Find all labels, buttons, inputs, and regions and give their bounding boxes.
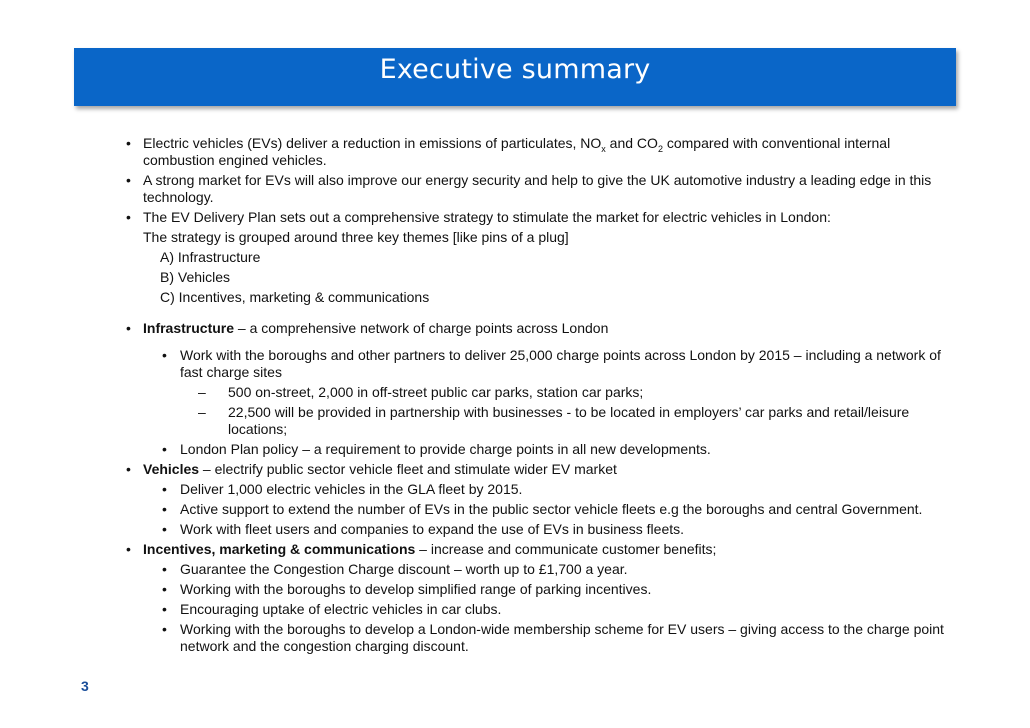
summary-content [110,135,950,655]
list-item: • Guarantee the Congestion Charge discount – worth up to £1,700 a year. [162,561,628,577]
strategy-line: The strategy is grouped around three key themes [like pins of a plug] [143,229,569,245]
section-infrastructure [110,320,950,337]
theme-item: A) Infrastructure [160,249,261,265]
bullet-dot-icon: • [126,135,131,151]
bullet-dot-icon: • [162,501,167,517]
list-item: • Working with the boroughs to develop simplified range of parking incentives. [162,581,652,597]
bullet-emissions: • Electric vehicles (EVs) deliver a reduction in emissions of particulates, $NO_x$ and $CO_2$ compared with conventional internal combustion engined vehicles. [126,135,891,168]
bullet-energy-security: • A strong market for EVs will also improve our energy security and help to give the UK automotive industry a leading edge in this technology. [126,172,932,205]
list-item: • Deliver 1,000 electric vehicles in the GLA fleet by 2015. [162,481,523,497]
title-banner [74,48,956,106]
list-item: • Active support to extend the number of EVs in the public sector vehicle fleets e.g the boroughs and central Government. [162,501,923,517]
bullet-dot-icon: • [162,521,167,537]
section-description: – electrify public sector vehicle fleet and stimulate wider EV market [199,461,617,477]
bullet-dot-icon: • [162,581,167,597]
section-description: – a comprehensive network of charge points across London [234,320,609,336]
section-title: Infrastructure [143,320,235,336]
bullet-dot-icon: • [126,320,131,336]
bullet-dot-icon: • [126,461,131,477]
sub-list-item: – 22,500 will be provided in partnership with businesses - to be located in employers’ car parks and retail/leisure locations; [198,404,910,437]
page-title: Executive summary [379,54,651,85]
bullet-dot-icon: • [126,541,131,557]
dash-icon: – [198,384,206,400]
section-description: – increase and communicate customer benefits; [415,541,717,557]
list-item: • Work with fleet users and companies to expand the use of EVs in business fleets. [162,521,685,537]
bullet-delivery-plan: • The EV Delivery Plan sets out a comprehensive strategy to stimulate the market for electric vehicles in London: [126,209,831,225]
section-title: Incentives, marketing & communications [143,541,416,557]
bullet-dot-icon: • [162,481,167,497]
list-item: • London Plan policy – a requirement to provide charge points in all new developments. [162,441,711,457]
theme-item: C) Incentives, marketing & communications [160,289,430,305]
section-title: Vehicles [143,461,200,477]
sub-list-item: – 500 on-street, 2,000 in off-street public car parks, station car parks; [198,384,644,400]
bullet-dot-icon: • [126,209,131,225]
bullet-dot-icon: • [162,441,167,457]
section-vehicles [110,461,950,478]
bullet-dot-icon: • [162,561,167,577]
list-item: • Work with the boroughs and other partners to deliver 25,000 charge points across London by 2015 – including a network of fast charge sites [162,347,941,380]
list-item: • Working with the boroughs to develop a London-wide membership scheme for EV users – giving access to the charge point network and the congestion charging discount. [162,621,944,654]
list-item: • Encouraging uptake of electric vehicles in car clubs. [162,601,502,617]
page-number: 3 [81,678,89,694]
dash-icon: – [198,404,206,420]
theme-item: B) Vehicles [160,269,231,285]
bullet-dot-icon: • [162,347,167,363]
bullet-dot-icon: • [162,621,167,637]
bullet-dot-icon: • [162,601,167,617]
section-incentives [110,541,950,558]
bullet-dot-icon: • [126,172,131,188]
